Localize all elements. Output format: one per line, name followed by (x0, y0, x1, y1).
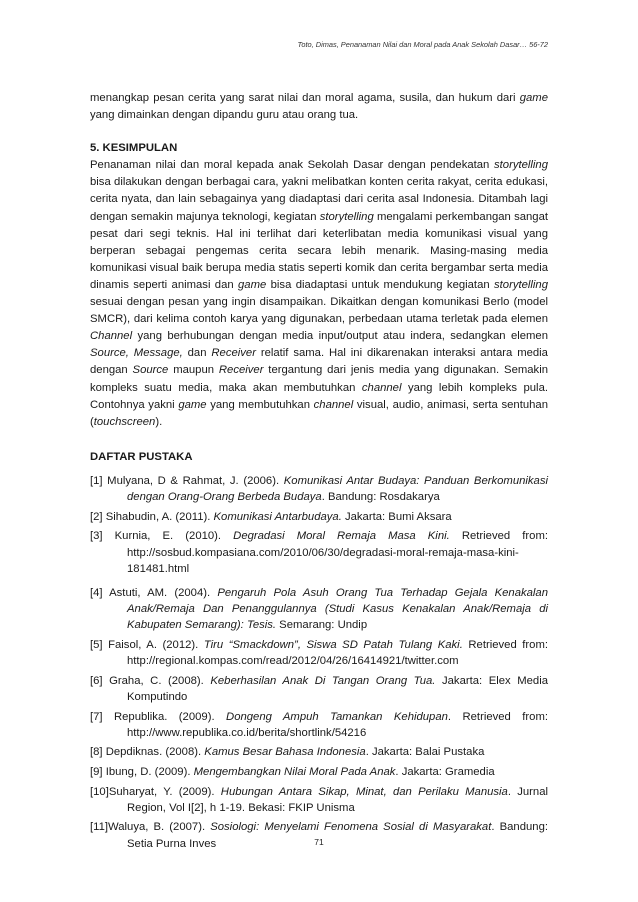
italic-text: storytelling (494, 159, 548, 172)
reference-item: [1] Mulyana, D & Rahmat, J. (2006). Komunikasi Antar Budaya: Panduan Berkomunikasi dengan Orang-Orang Berbeda Budaya. Bandung: Rosdakarya (90, 474, 548, 504)
italic-text: game (238, 278, 267, 291)
italic-text: Keberhasilan Anak Di Tangan Orang Tua. (210, 674, 436, 687)
intro-paragraph: menangkap pesan cerita yang sarat nilai dan moral agama, susila, dan hukum dari game yang dimainkan dengan dipandu guru atau orang tua. (90, 92, 548, 122)
reference-item: [2] Sihabudin, A. (2011). Komunikasi Antarbudaya. Jakarta: Bumi Aksara (90, 510, 452, 523)
reference-item: [5] Faisol, A. (2012). Tiru “Smackdown”, Siswa SD Patah Tulang Kaki. Retrieved from: http://regional.kompas.com/read/2012/04/26/16414921/twitter.com (90, 638, 549, 668)
italic-text: channel (313, 398, 354, 411)
italic-text: Source (132, 364, 169, 377)
italic-text: Sosiologi: Menyelami Fenomena Sosial di Masyarakat (210, 821, 492, 834)
italic-text: Tiru “Smackdown”, Siswa SD Patah Tulang Kaki. (203, 638, 463, 651)
reference-item: [11]Waluya, B. (2007). Sosiologi: Menyelami Fenomena Sosial di Masyarakat. Bandung: Setia Purna Inves (90, 821, 548, 850)
reference-item: [10]Suharyat, Y. (2009). Hubungan Antara Sikap, Minat, dan Perilaku Manusia. Jurnal Region, Vol I[2], h 1-19. Bekasi: FKIP Unisma (90, 785, 549, 814)
page-number: 71 (314, 837, 324, 847)
italic-text: Receiver (218, 364, 264, 377)
reference-item: [9] Ibung, D. (2009). Mengembangkan Nilai Moral Pada Anak. Jakarta: Gramedia (90, 766, 495, 778)
italic-text: Pengaruh Pola Asuh Orang Tua Terhadap Gejala Kenakalan Anak/Remaja Dan Penanggulannya (Studi Kasus Kenakalan Anak/Remaja di Kabupaten Semarang): Tesis. (127, 586, 548, 632)
italic-text: Komunikasi Antar Budaya: Panduan Berkomunikasi dengan Orang-Orang Berbeda Budaya (127, 474, 548, 504)
italic-text: Channel (90, 330, 133, 343)
italic-text: Kamus Besar Bahasa Indonesia (204, 746, 366, 759)
italic-text: touchscreen (93, 415, 156, 428)
reference-item: [8] Depdiknas. (2008). Kamus Besar Bahasa Indonesia. Jakarta: Balai Pustaka (90, 746, 485, 759)
italic-text: Receiver (211, 347, 256, 360)
section-heading-kesimpulan: 5. KESIMPULAN (90, 142, 178, 155)
reference-item: [3] Kurnia, E. (2010). Degradasi Moral Remaja Masa Kini. Retrieved from: http://sosbud.kompasiana.com/2010/06/30/degradasi-moral-remaja-masa-kini-181481.html (90, 530, 548, 575)
italic-text: game (178, 398, 207, 411)
conclusion-paragraph: Penanaman nilai dan moral kepada anak Sekolah Dasar dengan pendekatan storytelling bisa dilakukan dengan berbagai cara, yakni melibatkan konten cerita rakyat, cerita edukasi, cerita nyata, dan lain sebagainya yang diadaptasi dari cerita asal Indonesia. Ditambah lagi dengan semakin majunya teknologi, kegiatan storytelling mengalami perkembangan sangat pesat dari segi teknis. Hal ini terlihat dari keterlibatan media komunikasi visual yang berperan sebagai pengemas cerita secara lebih menarik. Masing-masing media komunikasi visual baik berupa media statis seperti komik dan cerita bergambar serta media dinamis seperti animasi dan game bisa diadaptasi untuk mendukung kegiatan storytelling sesuai dengan pesan yang ingin disampaikan. Dikaitkan dengan komunikasi Berlo (model SMCR), dari kelima contoh karya yang digunakan, perbedaan utama terletak pada elemen Channel yang berhubungan dengan media input/output atau indera, sedangkan elemen Source, Message, dan Receiver relatif sama. Hal ini dikarenakan interaksi antara media dengan Source maupun Receiver tergantung dari jenis media yang digunakan. Semakin kompleks suatu media, maka akan membutuhkan channel yang lebih kompleks pula. Contohnya yakni game yang membutuhkan channel visual, audio, animasi, serta sentuhan (touchscreen). (90, 159, 548, 428)
reference-item: [7] Republika. (2009). Dongeng Ampuh Tamankan Kehidupan. Retrieved from: http://www.republika.co.id/berita/shortlink/54216 (90, 710, 549, 739)
italic-text: Mengembangkan Nilai Moral Pada Anak (193, 766, 396, 778)
italic-text: Source, Message, (90, 347, 183, 360)
italic-text: channel (361, 381, 402, 394)
running-head: Toto, Dimas, Penanaman Nilai dan Moral pada Anak Sekolah Dasar… 56-72 (297, 40, 548, 49)
italic-text: Degradasi Moral Remaja Masa Kini. (233, 530, 450, 543)
reference-item: [4] Astuti, AM. (2004). Pengaruh Pola Asuh Orang Tua Terhadap Gejala Kenakalan Anak/Remaja Dan Penanggulannya (Studi Kasus Kenakalan Anak/Remaja di Kabupaten Semarang): Tesis. Semarang: Undip (90, 586, 548, 632)
italic-text: storytelling (494, 278, 548, 291)
italic-text: storytelling (319, 210, 374, 223)
reference-list (90, 473, 548, 852)
italic-text: Komunikasi Antarbudaya. (213, 510, 342, 523)
italic-text: Hubungan Antara Sikap, Minat, dan Perilaku Manusia (220, 785, 508, 798)
reference-item: [6] Graha, C. (2008). Keberhasilan Anak Di Tangan Orang Tua. Jakarta: Elex Media Komputindo (90, 674, 549, 703)
page-body (90, 90, 548, 855)
section-heading-daftar-pustaka: DAFTAR PUSTAKA (90, 450, 193, 463)
italic-text: game (519, 92, 548, 104)
italic-text: Dongeng Ampuh Tamankan Kehidupan (226, 710, 448, 723)
